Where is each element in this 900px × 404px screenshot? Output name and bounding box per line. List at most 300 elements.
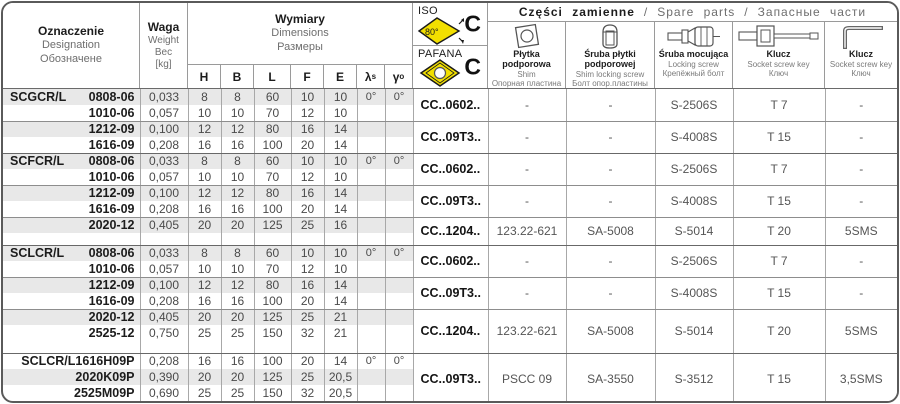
pafana-label: PAFANA [418, 47, 463, 60]
spare-title-sep2: / [744, 4, 749, 19]
cell-designation [3, 233, 140, 245]
cell-socket-key: T 20 [733, 309, 825, 353]
cell-lambda [357, 169, 385, 185]
cell-socket-key: T 15 [733, 185, 825, 217]
cell-locking-screw: S-3512 [655, 353, 733, 403]
cell-shim: - [488, 185, 566, 217]
cell-allen-key: 5SMS [825, 309, 897, 353]
cell-lambda [357, 121, 385, 137]
cell-f: 12 [291, 105, 324, 121]
cell-f [291, 233, 324, 245]
cell-lambda [357, 137, 385, 153]
cell-socket-key: T 15 [733, 121, 825, 153]
cell-e: 14 [324, 185, 357, 201]
cell-insert-code: CC..09T3.. [413, 353, 488, 403]
size-code: SCLCR/L1616H09P [21, 354, 135, 369]
cell-f: 12 [291, 169, 324, 185]
cell-gamma [385, 137, 413, 153]
cell-gamma [385, 293, 413, 309]
spare-col-shim-en: Shim [517, 69, 536, 79]
cell-lambda [357, 401, 385, 403]
cell-b [221, 341, 254, 353]
size-code: 2020-12 [88, 218, 135, 233]
cell-e: 10 [324, 261, 357, 277]
cell-insert-code: CC..09T3.. [413, 185, 488, 217]
spare-col-allen-key-ru: Ключ [851, 68, 871, 78]
table-row [3, 89, 897, 105]
cell-l: 100 [254, 293, 291, 309]
cell-designation [3, 245, 140, 261]
cell-e [324, 233, 357, 245]
cell-h: 8 [188, 153, 221, 169]
cell-gamma: 0° [385, 89, 413, 105]
weight-unit: [kg] [155, 59, 172, 70]
cell-lambda [357, 277, 385, 293]
spare-col-locking-screw [655, 22, 733, 88]
cell-weight: 0,405 [140, 217, 188, 233]
cell-designation [3, 89, 140, 105]
cell-b: 12 [221, 277, 254, 293]
cell-gamma [385, 105, 413, 121]
cell-weight: 0,057 [140, 169, 188, 185]
cell-e: 10 [324, 245, 357, 261]
spare-col-allen-key-en: Socket screw key [829, 59, 893, 69]
cell-shim: PSCC 09 [488, 353, 566, 403]
cell-h: 8 [188, 245, 221, 261]
cell-insert-code: CC..0602.. [413, 245, 488, 277]
cell-e: 20,5 [324, 385, 357, 401]
cell-b: 10 [221, 105, 254, 121]
table-row [3, 353, 897, 369]
cell-b: 16 [221, 201, 254, 217]
cell-h: 10 [188, 169, 221, 185]
cell-shim: 123.22-621 [488, 217, 566, 245]
cell-f: 20 [291, 201, 324, 217]
cell-allen-key: - [825, 185, 897, 217]
cell-designation [3, 277, 140, 293]
cell-gamma [385, 169, 413, 185]
table-row [3, 309, 897, 325]
cell-weight [140, 341, 188, 353]
cell-gamma [385, 369, 413, 385]
cell-designation [3, 201, 140, 217]
cell-shim-screw: - [566, 121, 655, 153]
cell-gamma [385, 233, 413, 245]
cell-l: 70 [254, 105, 291, 121]
cell-l: 70 [254, 261, 291, 277]
cell-h: 12 [188, 185, 221, 201]
spare-col-shim-screw-en: Shim locking screw [575, 69, 645, 79]
table-row [3, 217, 897, 233]
cell-shim-screw: - [566, 245, 655, 277]
table-body [3, 89, 897, 403]
cell-weight: 0,208 [140, 137, 188, 153]
cell-f [291, 401, 324, 403]
spare-col-shim-pl: Płytka podporowa [502, 48, 551, 69]
allen-key-icon [837, 23, 885, 49]
column-header-dimensions [188, 3, 413, 88]
cell-designation [3, 153, 140, 169]
cell-lambda: 0° [357, 353, 385, 369]
cell-b: 8 [221, 153, 254, 169]
cell-e: 14 [324, 201, 357, 217]
cell-lambda [357, 105, 385, 121]
cell-f: 25 [291, 369, 324, 385]
cell-b: 20 [221, 369, 254, 385]
cell-insert-code: CC..0602.. [413, 153, 488, 185]
col-gamma: γ o [392, 69, 405, 84]
cell-h: 20 [188, 369, 221, 385]
col-f: F [291, 65, 324, 88]
cell-h: 20 [188, 309, 221, 325]
cell-e: 21 [324, 325, 357, 341]
cell-designation [3, 369, 140, 385]
cell-designation [3, 293, 140, 309]
cell-weight: 0,690 [140, 385, 188, 401]
cell-weight [140, 233, 188, 245]
spare-title-ru: Запасные части [757, 4, 867, 19]
cell-shim: - [488, 121, 566, 153]
cell-e: 10 [324, 105, 357, 121]
cell-e [324, 401, 357, 403]
cell-h: 8 [188, 89, 221, 105]
cell-shim-screw: - [566, 185, 655, 217]
cell-lambda [357, 341, 385, 353]
size-code: 0808-06 [88, 246, 135, 261]
cell-h: 16 [188, 137, 221, 153]
cell-weight: 0,208 [140, 293, 188, 309]
table-row [3, 185, 897, 201]
cell-gamma [385, 341, 413, 353]
cell-socket-key: T 7 [733, 245, 825, 277]
cell-designation [3, 341, 140, 353]
cell-weight: 0,100 [140, 121, 188, 137]
shim-icon [510, 23, 544, 50]
size-code: 0808-06 [88, 154, 135, 169]
cell-weight: 0,208 [140, 201, 188, 217]
cell-l: 80 [254, 185, 291, 201]
cell-f: 20 [291, 353, 324, 369]
dimension-subheader [188, 64, 412, 88]
cell-e: 14 [324, 293, 357, 309]
insert-with-hole-diamond-icon [419, 58, 463, 88]
table-row [3, 153, 897, 169]
cell-lambda [357, 261, 385, 277]
cell-b: 25 [221, 325, 254, 341]
cell-designation [3, 385, 140, 401]
spare-col-locking-screw-pl: Śruba mocująca [658, 48, 729, 59]
cell-allen-key: 3,5SMS [825, 353, 897, 403]
cell-allen-key: - [825, 277, 897, 309]
cell-lambda [357, 369, 385, 385]
col-lambda: λ s [357, 65, 385, 88]
cell-e: 20,5 [324, 369, 357, 385]
cell-lambda [357, 309, 385, 325]
cell-h: 16 [188, 353, 221, 369]
cell-l: 80 [254, 121, 291, 137]
cell-weight: 0,100 [140, 185, 188, 201]
cell-gamma [385, 325, 413, 341]
socket-key-icon [737, 23, 821, 49]
col-e: E [324, 65, 357, 88]
cell-f: 10 [291, 245, 324, 261]
cell-allen-key: 5SMS [825, 217, 897, 245]
cell-weight: 0,750 [140, 325, 188, 341]
cell-l: 70 [254, 169, 291, 185]
cell-e: 10 [324, 89, 357, 105]
cell-designation [3, 401, 140, 403]
cell-l [254, 341, 291, 353]
cell-weight: 0,033 [140, 89, 188, 105]
cell-e: 10 [324, 169, 357, 185]
cell-gamma [385, 261, 413, 277]
cell-b: 12 [221, 185, 254, 201]
cell-l: 100 [254, 353, 291, 369]
cell-socket-key: T 7 [733, 153, 825, 185]
cell-l [254, 401, 291, 403]
cell-locking-screw: S-5014 [655, 217, 733, 245]
size-code: 1010-06 [88, 105, 135, 120]
cell-allen-key: - [825, 245, 897, 277]
spare-title-en: Spare parts [657, 4, 736, 19]
cell-lambda [357, 217, 385, 233]
size-code: 1212-09 [88, 278, 135, 293]
cell-socket-key: T 15 [733, 353, 825, 403]
cell-l: 60 [254, 89, 291, 105]
cell-gamma [385, 309, 413, 325]
cell-shim-screw: SA-5008 [566, 217, 655, 245]
cell-locking-screw: S-4008S [655, 277, 733, 309]
cell-h: 20 [188, 217, 221, 233]
table-row [3, 401, 897, 403]
cell-lambda [357, 325, 385, 341]
cell-gamma [385, 185, 413, 201]
cell-f: 32 [291, 385, 324, 401]
catalog-table [1, 1, 899, 403]
size-code: 2020K09P [75, 370, 135, 384]
cell-gamma: 0° [385, 245, 413, 261]
cell-gamma [385, 385, 413, 401]
cell-weight: 0,033 [140, 153, 188, 169]
size-code: 0808-06 [88, 90, 135, 104]
cell-f: 16 [291, 185, 324, 201]
cell-l: 60 [254, 245, 291, 261]
designation-label-ru: Обозначене [40, 53, 102, 65]
cell-shim-screw: - [566, 89, 655, 121]
iso-label: ISO [418, 5, 438, 17]
pafana-cell [413, 46, 487, 89]
cell-lambda [357, 293, 385, 309]
cell-h: 25 [188, 325, 221, 341]
cell-e [324, 341, 357, 353]
cell-h: 10 [188, 105, 221, 121]
cell-l: 125 [254, 309, 291, 325]
cell-f: 16 [291, 121, 324, 137]
dimensions-label-pl: Wymiary [275, 12, 325, 27]
size-code: 1010-06 [88, 169, 135, 184]
cell-locking-screw: S-4008S [655, 185, 733, 217]
cell-f: 20 [291, 137, 324, 153]
cell-designation [3, 217, 140, 233]
col-b: B [221, 65, 254, 88]
spare-parts-title [488, 3, 897, 22]
spare-title-sep1: / [643, 4, 649, 19]
cell-b: 16 [221, 353, 254, 369]
cell-lambda: 0° [357, 153, 385, 169]
designation-label-pl: Oznaczenie [37, 24, 105, 39]
cell-designation [3, 185, 140, 201]
cell-shim: 123.22-621 [488, 309, 566, 353]
cell-weight: 0,100 [140, 277, 188, 293]
spare-col-allen-key-pl: Klucz [848, 48, 873, 59]
cell-f: 10 [291, 153, 324, 169]
cell-lambda: 0° [357, 89, 385, 105]
cell-gamma [385, 401, 413, 403]
cell-locking-screw: S-2506S [655, 89, 733, 121]
cell-b: 8 [221, 89, 254, 105]
cell-gamma [385, 217, 413, 233]
dimensions-label-ru: Размеры [277, 41, 323, 53]
cell-b: 16 [221, 293, 254, 309]
cell-e: 21 [324, 309, 357, 325]
cell-lambda: 0° [357, 245, 385, 261]
cell-socket-key: T 20 [733, 217, 825, 245]
cell-insert-code: CC..1204.. [413, 309, 488, 353]
cell-b: 12 [221, 121, 254, 137]
size-code: 2525M09P [74, 386, 135, 400]
size-code: 1212-09 [88, 186, 135, 201]
cell-lambda [357, 385, 385, 401]
table-row [3, 277, 897, 293]
cell-b: 25 [221, 385, 254, 401]
spare-col-locking-screw-ru: Крепёжный болт [662, 68, 725, 78]
cell-l: 150 [254, 385, 291, 401]
spare-col-shim-ru: Опорная пластина [491, 78, 562, 88]
cell-weight: 0,405 [140, 309, 188, 325]
cell-allen-key: - [825, 121, 897, 153]
size-code: 2020-12 [88, 310, 135, 325]
cell-allen-key: - [825, 89, 897, 121]
cell-designation [3, 121, 140, 137]
cell-shim-screw: SA-3550 [566, 353, 655, 403]
cell-shim: - [488, 245, 566, 277]
cell-shim: - [488, 153, 566, 185]
cell-e: 14 [324, 121, 357, 137]
size-code: 1010-06 [88, 261, 135, 276]
cell-allen-key: - [825, 153, 897, 185]
cell-l [254, 233, 291, 245]
cell-weight: 0,033 [140, 245, 188, 261]
cell-b: 10 [221, 169, 254, 185]
cell-h [188, 401, 221, 403]
cell-f: 25 [291, 309, 324, 325]
cell-b: 10 [221, 261, 254, 277]
cell-h [188, 341, 221, 353]
cell-h: 12 [188, 277, 221, 293]
cell-insert-code: CC..09T3.. [413, 277, 488, 309]
cell-l: 125 [254, 217, 291, 233]
svg-text:80°: 80° [425, 27, 439, 37]
cell-l: 60 [254, 153, 291, 169]
cell-lambda [357, 233, 385, 245]
cell-insert-code: CC..1204.. [413, 217, 488, 245]
table-header [3, 3, 897, 89]
cell-designation [3, 353, 140, 369]
cell-designation [3, 261, 140, 277]
cell-gamma [385, 201, 413, 217]
cell-weight: 0,390 [140, 369, 188, 385]
spare-col-socket-key-pl: Klucz [766, 48, 791, 59]
cell-locking-screw: S-2506S [655, 245, 733, 277]
cell-e: 16 [324, 217, 357, 233]
cell-e: 14 [324, 277, 357, 293]
cell-designation [3, 309, 140, 325]
cell-designation [3, 169, 140, 185]
size-code: 1616-09 [88, 201, 135, 216]
size-code: 1616-09 [88, 293, 135, 308]
cell-h: 10 [188, 261, 221, 277]
cell-gamma: 0° [385, 353, 413, 369]
cell-gamma: 0° [385, 153, 413, 169]
cell-e: 14 [324, 137, 357, 153]
cell-f: 10 [291, 89, 324, 105]
spare-col-locking-screw-en: Locking screw [668, 59, 719, 69]
cell-l: 80 [254, 277, 291, 293]
cell-h: 12 [188, 121, 221, 137]
spare-title-pl: Części zamienne [518, 4, 635, 19]
cell-b [221, 233, 254, 245]
cell-e: 14 [324, 353, 357, 369]
cell-socket-key: T 15 [733, 277, 825, 309]
cell-designation [3, 325, 140, 341]
cell-weight: 0,208 [140, 353, 188, 369]
size-code: 2525-12 [88, 326, 135, 340]
shim-screw-icon [597, 23, 623, 50]
cell-lambda [357, 185, 385, 201]
table-row [3, 245, 897, 261]
cell-b: 20 [221, 217, 254, 233]
spare-col-socket-key-ru: Ключ [768, 68, 789, 78]
series-label: SCFCR/L [10, 154, 65, 169]
iso-cell [413, 3, 487, 46]
cell-shim-screw: - [566, 277, 655, 309]
size-code: 1616-09 [88, 137, 135, 152]
series-label: SCGCR/L [10, 90, 67, 104]
column-header-weight [140, 3, 188, 88]
col-h: H [188, 65, 221, 88]
spare-col-socket-key [733, 22, 825, 88]
designation-label-en: Designation [41, 39, 101, 52]
spare-col-shim-screw-ru: Болт опор.пластины [572, 78, 648, 88]
cell-weight [140, 401, 188, 403]
cell-h: 16 [188, 201, 221, 217]
cell-weight: 0,057 [140, 261, 188, 277]
cell-gamma [385, 277, 413, 293]
cell-shim: - [488, 89, 566, 121]
cell-socket-key: T 7 [733, 89, 825, 121]
cell-l: 100 [254, 137, 291, 153]
cell-f: 16 [291, 277, 324, 293]
weight-label-en: Weight [148, 35, 179, 46]
insert-80deg-diamond-icon [417, 15, 467, 45]
iso-insert-letter: C [464, 10, 481, 37]
cell-designation [3, 105, 140, 121]
cell-b: 16 [221, 137, 254, 153]
column-header-designation [3, 3, 140, 88]
locking-screw-icon [665, 23, 723, 49]
cell-l: 100 [254, 201, 291, 217]
insert-system-column [413, 3, 488, 88]
